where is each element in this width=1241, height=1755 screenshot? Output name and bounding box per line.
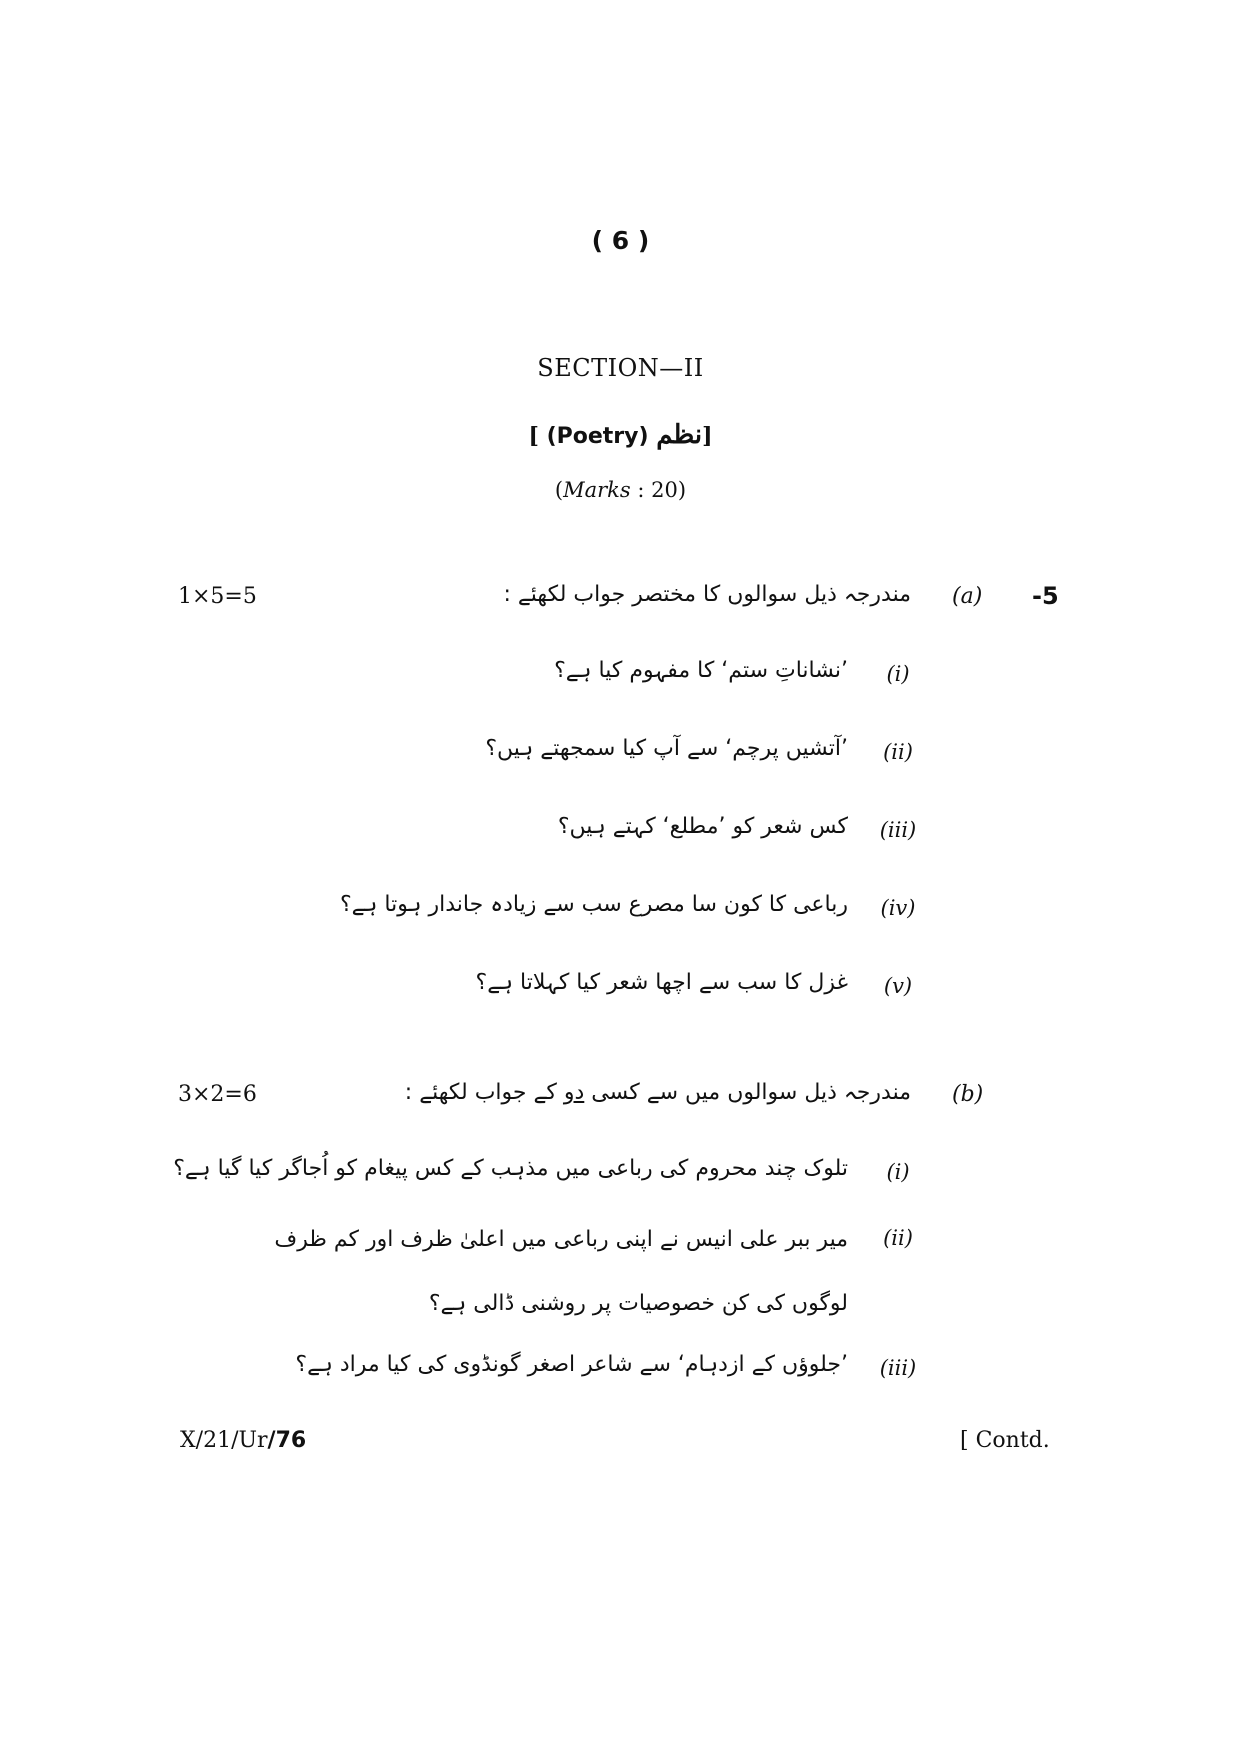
part-a-item-text: کس شعر کو ’مطلع‘ کہتے ہیں؟	[557, 814, 848, 839]
marks-value: : 20	[637, 478, 678, 502]
part-a-item-text: ’آتشیں پرچم‘ سے آپ کیا سمجھتے ہیں؟	[485, 736, 848, 761]
part-a-label: (a)	[952, 584, 983, 609]
part-a-item-text: ’نشاناتِ ستم‘ کا مفہوم کیا ہے؟	[554, 658, 848, 683]
part-a-marks: 1×5=5	[178, 584, 257, 609]
part-b-item-text: میر ببر علی انیس نے اپنی رباعی میں اعلیٰ ظرف اور کم ظرف لوگوں کی کن خصوصیات پر روشنی ڈالی ہے؟	[274, 1227, 848, 1316]
part-b-marks: 3×2=6	[178, 1082, 257, 1107]
footer-contd: [ Contd.	[960, 1428, 1050, 1453]
part-a-item-text: رباعی کا کون سا مصرع سب سے زیادہ جاندار ہوتا ہے؟	[339, 892, 848, 917]
subtitle-english: (Poetry)	[546, 424, 649, 449]
part-a-item-num: (i)	[886, 662, 910, 686]
part-b-item-num: (ii)	[883, 1226, 913, 1250]
marks-label: Marks	[563, 478, 631, 502]
question-number: -5	[1032, 582, 1059, 610]
part-a-item-num: (ii)	[883, 740, 913, 764]
part-a-item-num: (iii)	[879, 818, 917, 842]
subtitle-open-bracket: [	[528, 423, 539, 449]
part-b-item-text: ’جلوؤں کے ازدہام‘ سے شاعر اصغر گونڈوی کی کیا مراد ہے؟	[295, 1352, 848, 1377]
part-b-instruction-underlined: دو	[563, 1080, 585, 1105]
part-a-instruction: مندرجہ ذیل سوالوں کا مختصر جواب لکھئے :	[503, 582, 911, 607]
part-b-instruction	[405, 1080, 911, 1105]
subtitle-close-bracket: ]	[702, 423, 713, 449]
part-a-item-num: (iv)	[880, 896, 916, 920]
footer-code-suffix: /76	[267, 1428, 307, 1453]
part-b-instruction-before: مندرجہ ذیل سوالوں میں سے کسی	[591, 1080, 911, 1105]
part-a-item-num: (v)	[883, 974, 913, 998]
page-number: ( 6 )	[591, 226, 650, 255]
footer-code-prefix: X/21/Ur	[180, 1428, 268, 1453]
part-b-instruction-after: کے جواب لکھئے :	[404, 1080, 557, 1105]
part-b-item-text: تلوک چند محروم کی رباعی میں مذہب کے کس پیغام کو اُجاگر کیا گیا ہے؟	[173, 1156, 848, 1181]
footer-paper-code	[180, 1428, 306, 1453]
section-marks: (Marks : 20)	[554, 478, 687, 502]
part-b-label: (b)	[952, 1082, 984, 1107]
part-b-item-num: (iii)	[879, 1356, 917, 1380]
section-subtitle	[0, 420, 1241, 450]
section-title: SECTION—II	[537, 354, 704, 382]
subtitle-urdu: نظم	[656, 420, 703, 450]
part-a-item-text: غزل کا سب سے اچھا شعر کیا کہلاتا ہے؟	[475, 970, 848, 995]
part-b-item-num: (i)	[886, 1160, 910, 1184]
